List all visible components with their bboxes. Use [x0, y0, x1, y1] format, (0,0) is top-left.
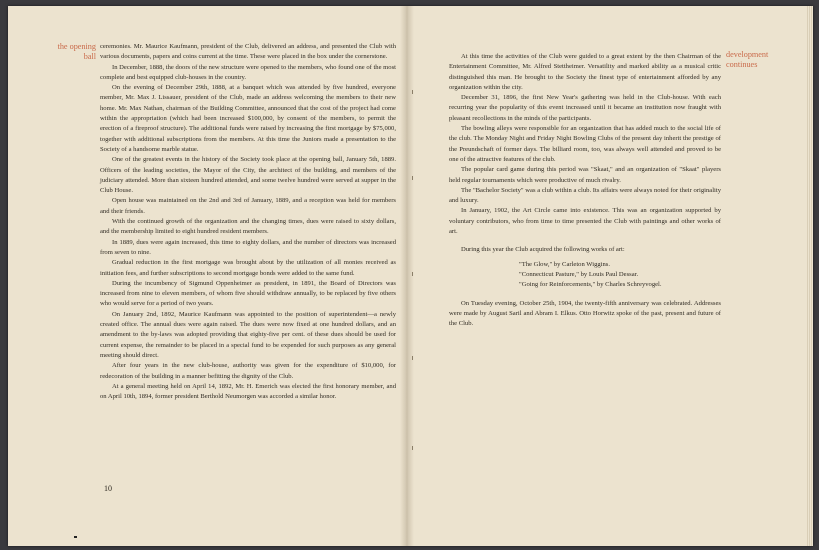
paragraph: With the continued growth of the organization and the changing times, dues were raised to sixty dollars, and the membership limited to eight hundred resident members.	[100, 218, 396, 236]
paragraph: At this time the activities of the Club were guided to a great extent by the then Chairman of the Entertainment Committee, Mr. Alfred Stettheimer. Versatility and marked ability as a musical critic distinguished this man. He brought to the Society the finest type of entertainment afforded by any organization within the city.	[449, 53, 721, 91]
book-gutter	[400, 6, 414, 546]
paragraph: December 31, 1896, the first New Year's gathering was held in the Club-house. With each recurring year the popularity of this event increased until it became an institution now fraught with pleasant recollections in the minds of the participants.	[449, 94, 721, 122]
paragraph: In January, 1902, the Art Circle came into existence. This was an organization supported by voluntary contributors, who from time to time presented the Club with paintings and other works of art.	[449, 207, 721, 236]
binding-mark	[412, 272, 413, 276]
paragraph: The "Bachelor Society" was a club within a club. Its affairs were always noted for their originality and luxury.	[449, 186, 721, 205]
binding-mark	[412, 356, 413, 360]
margin-heading-line: the opening	[57, 42, 96, 51]
paragraph: During the incumbency of Sigmund Oppenheimer as president, in 1891, the Board of Directors was increased from nine to eleven members, of whom five should withdraw annually, to be replaced by five others who would serve for a period of two years.	[100, 279, 396, 308]
paragraph: ceremonies. Mr. Maurice Kaufmann, president of the Club, delivered an address, and presented the Club with various documents, papers and coins current at the time. These were placed in the box under the cornerstone.	[100, 43, 396, 61]
right-page-text	[449, 52, 721, 329]
paragraph: One of the greatest events in the history of the Society took place at the opening ball, January 5th, 1889. Officers of the leading societies, the Mayor of the City, the architect of the building, and members of the judiciary attended. More than sixteen hundred attended, and some twelve hundred were served at supper in the Club House.	[100, 156, 396, 195]
works-list	[449, 260, 721, 291]
paragraph: The bowling alleys were responsible for an organization that has added much to the social life of the club. The Monday Night and Friday Night Bowling Clubs of the present day inherit the prestige of the Preundschaft of former days. The billiard room, too, was always well attended and proved to be one of the attractive features of the club.	[449, 125, 721, 163]
work-item: "Connecticut Pasture," by Louis Paul Dessar.	[519, 270, 639, 278]
page-edge	[807, 6, 813, 546]
work-item: "Going for Reinforcements," by Charles Schreyvogel.	[519, 281, 662, 289]
paragraph: On the evening of December 29th, 1888, at a banquet which was attended by five hundred, everyone member, Mr. Max J. Lissauer, president of the Club, made an address welcoming the members to their new home. Mr. Max Nathan, chairman of the Building Committee, announced that the cost of the project had come within the appropriation (which had been increased $100,000, by consent of the members, to permit the erection of a fireproof structure). The additional funds were raised by increasing the first mortgage by $75,000, together with additional subscriptions from the members. At this time the Juniors made a presentation to the Society of a handsome marble statue.	[100, 84, 396, 153]
binding-mark	[412, 446, 413, 450]
paragraph: In 1889, dues were again increased, this time to eighty dollars, and the number of directors was increased from seven to nine.	[100, 238, 396, 256]
works-intro: During this year the Club acquired the following works of art:	[461, 246, 625, 254]
binding-mark	[412, 90, 413, 94]
margin-heading-left	[40, 42, 96, 62]
closing-paragraph: On Tuesday evening, October 25th, 1904, the twenty-fifth anniversary was celebrated. Addresses were made by August Saril and Abram I. Elkus. Otto Horwitz spoke of the past, present and future of the Club.	[449, 299, 721, 328]
margin-heading-line: continues	[726, 60, 758, 69]
margin-heading-right	[726, 50, 796, 70]
margin-heading-line: ball	[83, 52, 96, 61]
work-item: "The Glow," by Carleton Wiggins.	[519, 260, 611, 268]
paragraph: In December, 1888, the doors of the new structure were opened to the members, who found one of the most complete and best equipped club-houses in the country.	[100, 63, 396, 81]
paragraph: After four years in the new club-house, authority was given for the expenditure of $10,000, for redecoration of the building in a manner befitting the dignity of the Club.	[100, 362, 396, 380]
paragraph: At a general meeting held on April 14, 1892, Mr. H. Emerich was elected the first honorary member, and on April 10th, 1894, former president Berthold Neumorgen was accorded a similar honor.	[100, 382, 396, 401]
binding-mark	[412, 176, 413, 180]
paragraph: Gradual reduction in the first mortgage was brought about by the utilization of all monies received as initiation fees, and further subscriptions to second mortgage bonds were added to the same fund.	[100, 259, 396, 277]
margin-heading-line: development	[726, 50, 769, 59]
page-number: 10	[104, 484, 112, 493]
paragraph: The popular card game during this period was "Skaat," and an organization of "Skaat" players held regular tournaments which were productive of much rivalry.	[449, 166, 721, 184]
left-page-text	[100, 42, 396, 402]
paragraph: Open house was maintained on the 2nd and 3rd of January, 1889, and a reception was held for members and their friends.	[100, 197, 396, 215]
paragraph: On January 2nd, 1892, Maurice Kaufmann was appointed to the position of superintendent—a newly created office. The annual dues were again raised. The dues were now fixed at one hundred dollars, and an amendment to the by-laws was adopted providing that eighty-five per cent. of these dues should be used for current expense, the remainder to be placed in a special fund to be expended for such purposes as any general meeting should direct.	[100, 310, 396, 359]
scan-speck	[74, 536, 77, 538]
